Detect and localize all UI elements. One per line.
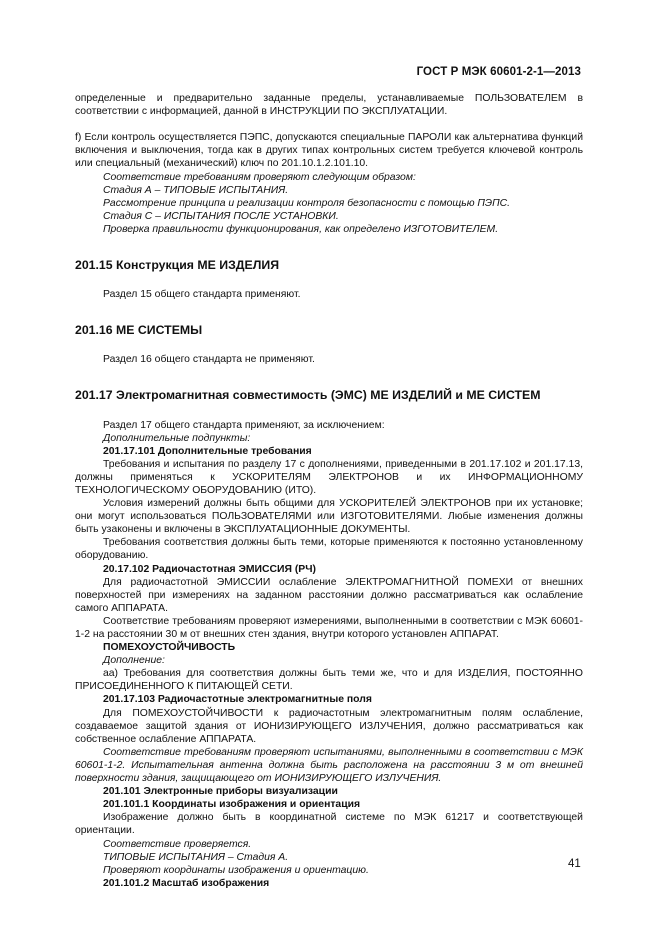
paragraph: Соответствие требованиям проверяют испытаниями, выполненными в соответствии с МЭК 60601-1-2. Испытательная антенна должна быть расположена на расстоянии 3 м от внешней поверхности здания, защищающего от ИОНИЗИРУЮЩЕГО ИЗЛУЧЕНИЯ.	[75, 746, 583, 785]
subsection-heading: 20.17.102 Радиочастотная ЭМИССИЯ (РЧ)	[103, 563, 316, 575]
paragraph	[75, 118, 583, 170]
paragraph: Требования соответствия должны быть теми, которые применяются к постоянно установленному оборудованию.	[75, 537, 583, 562]
paragraph-text: Проверка правильности функционирования, как определено ИЗГОТОВИТЕЛЕМ.	[103, 223, 499, 235]
paragraph-text: Стадия А – ТИПОВЫЕ ИСПЫТАНИЯ.	[103, 184, 289, 196]
paragraph	[75, 184, 583, 197]
paragraph-text: Соответствие требованиям проверяют следующим образом:	[103, 171, 416, 183]
paragraph: ТИПОВЫЕ ИСПЫТАНИЯ – Стадия А.	[103, 851, 289, 863]
paragraph	[75, 197, 583, 210]
page-number: 41	[568, 858, 581, 870]
paragraph-text: Рассмотрение принципа и реализации контроля безопасности с помощью ПЭПС.	[103, 197, 511, 209]
paragraph: Условия измерений должны быть общими для УСКОРИТЕЛЕЙ ЭЛЕКТРОНОВ при их установке; они могут использоваться ПОЛЬЗОВАТЕЛЯМИ или ИЗГОТОВИТЕЛЯМИ. Любые изменения должны быть узаконены и включены в ЭКСПЛУАТАЦИОННЫЕ ДОКУМЕНТЫ.	[75, 498, 583, 536]
paragraph: Требования и испытания по разделу 17 с дополнениями, приведенными в 201.17.102 и 201.17.13, должны применяться к УСКОРИТЕЛЯМ ЭЛЕКТРОНОВ и их ИНФОРМАЦИОННОМУ ТЕХНОЛОГИЧЕСКОМУ ОБОРУДОВАНИЮ (ИТО).	[75, 458, 583, 496]
paragraph-text: Стадия С – ИСПЫТАНИЯ ПОСЛЕ УСТАНОВКИ.	[103, 210, 339, 222]
subsection-heading: ПОМЕХОУСТОЙЧИВОСТЬ	[103, 642, 236, 654]
paragraph: Соответствие требованиям проверяют измерениями, выполненными в соответствии с МЭК 60601-1-2 на расстоянии 30 м от внешних стен здания, внутри которого установлен АППАРАТ.	[75, 615, 583, 640]
paragraph: Изображение должно быть в координатной системе по МЭК 61217 и соответствующей ориентации.	[75, 812, 583, 837]
paragraph: Раздел 17 общего стандарта применяют, за исключением:	[103, 419, 385, 431]
paragraph: Раздел 16 общего стандарта не применяют.	[103, 354, 315, 366]
paragraph: Дополнительные подпункты:	[103, 432, 251, 444]
subsection-heading: 201.17.101 Дополнительные требования	[103, 445, 312, 457]
paragraph: Дополнение:	[103, 655, 165, 667]
paragraph-text: f) Если контроль осуществляется ПЭПС, допускаются специальные ПАРОЛИ как альтернатива функций включения и выключения, тогда как в других типах контрольных систем требуется ключевой контроль или специальный (механический) ключ по 201.10.1.2.101.10.	[75, 132, 583, 170]
subsection-heading: 201.17.103 Радиочастотные электромагнитные поля	[103, 694, 372, 706]
subsection-heading: 201.101.1 Координаты изображения и ориентация	[103, 799, 361, 811]
subsection-heading: 201.101.2 Масштаб изображения	[103, 877, 270, 889]
subsection-heading: 201.101 Электронные приборы визуализации	[103, 786, 338, 798]
paragraph: Для радиочастотной ЭМИССИИ ослабление ЭЛЕКТРОМАГНИТНОЙ ПОМЕХИ от внешних поверхностей при измерениях на заданном расстоянии должно рассматриваться как ослабление самого АППАРАТА.	[75, 576, 583, 614]
document-body	[75, 92, 583, 890]
section-heading: 201.17 Электромагнитная совместимость (ЭМС) МЕ ИЗДЕЛИЙ и МЕ СИСТЕМ	[75, 388, 541, 403]
paragraph: аа) Требования для соответствия должны быть теми же, что и для ИЗДЕЛИЯ, ПОСТОЯННО ПРИСОЕДИНЕННОГО К ПИТАЮЩЕЙ СЕТИ.	[75, 668, 583, 693]
paragraph: определенные и предварительно заданные пределы, устанавливаемые ПОЛЬЗОВАТЕЛЕМ в соответствии с информацией, данной в ИНСТРУКЦИИ ПО ЭКСПЛУАТАЦИИ.	[75, 93, 583, 118]
paragraph	[75, 223, 583, 236]
paragraph: Для ПОМЕХОУСТОЙЧИВОСТИ к радиочастотным электромагнитным полям ослабление, создаваемое защитой здания от ИОНИЗИРУЮЩЕГО ИЗЛУЧЕНИЯ, должно рассматриваться как собственное ослабление АППАРАТА.	[75, 707, 583, 745]
paragraph: Соответствие проверяется.	[103, 838, 252, 850]
paragraph	[75, 210, 583, 223]
paragraph	[75, 171, 583, 184]
document-header: ГОСТ Р МЭК 60601-2-1—2013	[416, 66, 581, 78]
paragraph: Проверяют координаты изображения и ориентацию.	[103, 864, 369, 876]
section-heading: 201.15 Конструкция МЕ ИЗДЕЛИЯ	[75, 258, 280, 273]
paragraph: Раздел 15 общего стандарта применяют.	[103, 289, 301, 301]
section-heading: 201.16 МЕ СИСТЕМЫ	[75, 323, 203, 338]
